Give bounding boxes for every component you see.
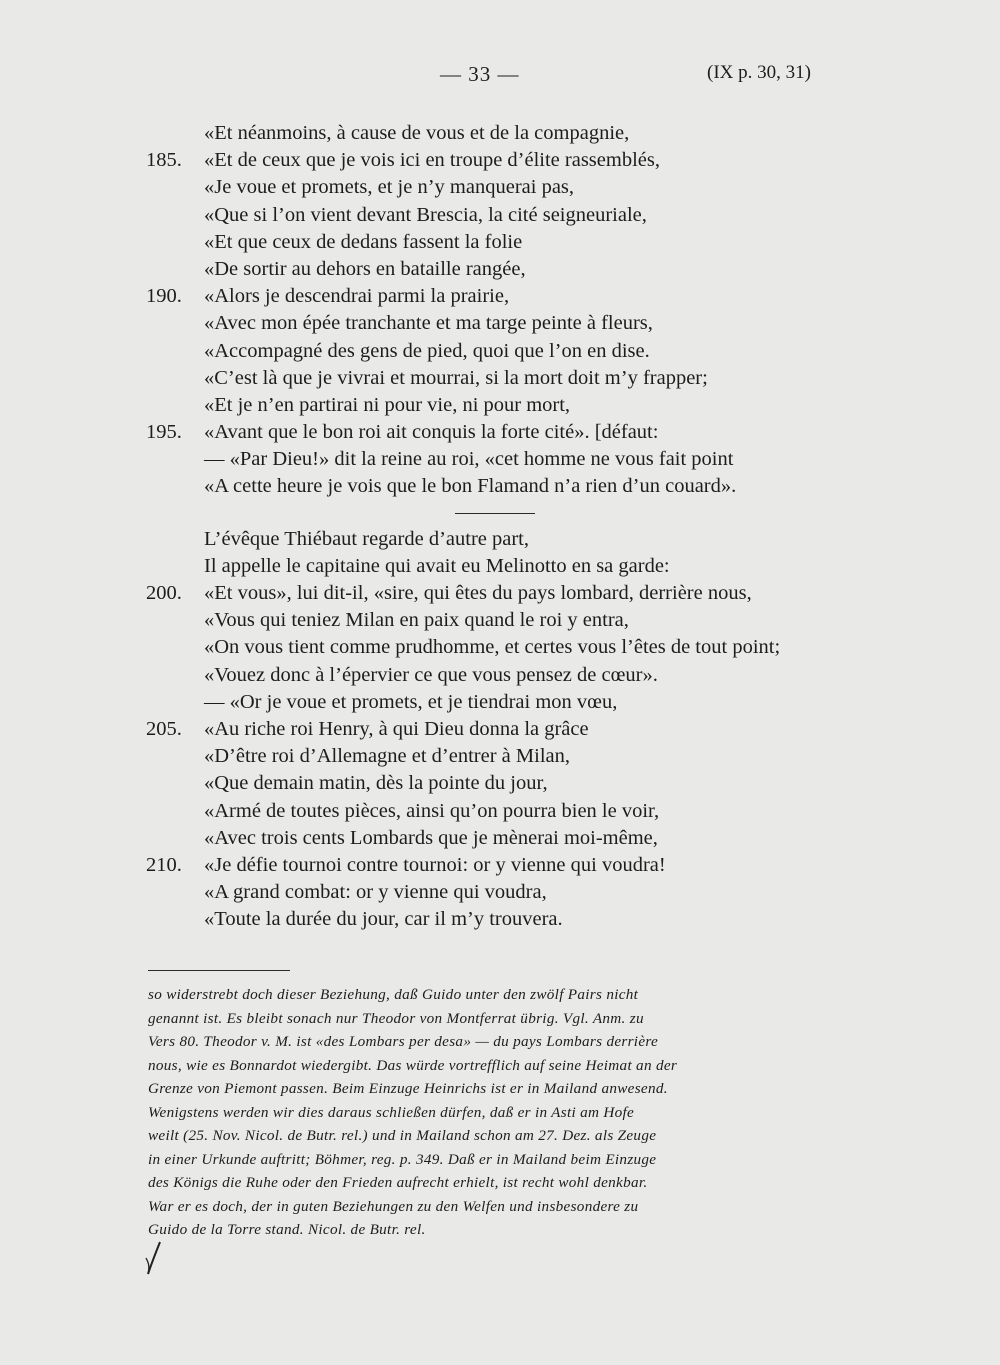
verse-text: «Et vous», lui dit-il, «sire, qui êtes du pays lombard, derrière nous,	[204, 582, 752, 604]
verse-text: «Armé de toutes pièces, ainsi qu’on pourra bien le voir,	[204, 799, 660, 822]
verse-line	[140, 174, 860, 201]
verse-block	[140, 120, 860, 933]
verse-text: «Je défie tournoi contre tournoi: or y vienne qui voudra!	[204, 853, 666, 876]
verse-line	[140, 229, 860, 256]
line-number: 185.	[146, 149, 182, 172]
footnote-line: des Königs die Ruhe oder den Frieden aufrecht erhielt, ist recht wohl denkbar.	[148, 1174, 648, 1191]
verse-line	[140, 310, 860, 337]
verse-text: «Et que ceux de dedans fassent la folie	[204, 230, 523, 253]
verse-text: L’évêque Thiébaut regarde d’autre part,	[204, 527, 529, 550]
footnote-line: genannt ist. Es bleibt sonach nur Theodor von Montferrat übrig. Vgl. Anm. zu	[148, 1009, 644, 1027]
verse-text: «Toute la durée du jour, car il m’y trouvera.	[204, 908, 563, 931]
verse-line	[140, 580, 860, 607]
line-number: 210.	[146, 853, 182, 876]
verse-line	[140, 365, 860, 392]
verse-text: «A grand combat: or y vienne qui voudra,	[204, 881, 547, 904]
section-divider	[455, 513, 535, 514]
verse-text: «Vous qui teniez Milan en paix quand le roi y entra,	[204, 609, 629, 632]
verse-line	[140, 852, 860, 879]
page-number: — 33 —	[440, 62, 520, 86]
verse-line	[140, 526, 860, 553]
line-number: 195.	[146, 421, 182, 444]
verse-line	[140, 689, 860, 716]
verse-text: «Vouez donc à l’épervier ce que vous pensez de cœur».	[204, 663, 658, 686]
footnote-line: Guido de la Torre stand. Nicol. de Butr. rel.	[148, 1221, 426, 1238]
verse-line	[140, 446, 860, 473]
verse-line	[140, 634, 860, 661]
verse-line	[140, 825, 860, 852]
footnote-divider	[148, 970, 290, 971]
verse-text: «C’est là que je vivrai et mourrai, si la mort doit m’y frapper;	[204, 366, 708, 389]
verse-text: «Que si l’on vient devant Brescia, la cité seigneuriale,	[204, 203, 647, 226]
verse-line	[140, 743, 860, 770]
verse-line	[140, 120, 860, 147]
verse-text: «On vous tient comme prudhomme, et certes vous l’êtes de tout point;	[204, 636, 781, 659]
footnote-line: Wenigstens werden wir dies daraus schließen dürfen, daß er in Asti am Hofe	[148, 1103, 635, 1121]
verse-text: — «Or je voue et promets, et je tiendrai mon vœu,	[204, 690, 618, 713]
verse-text: «Et néanmoins, à cause de vous et de la compagnie,	[204, 122, 630, 144]
verse-text: «Avant que le bon roi ait conquis la forte cité». [défaut:	[204, 421, 659, 444]
verse-line	[140, 338, 860, 365]
verse-line	[140, 879, 860, 906]
verse-line	[140, 770, 860, 797]
footnote-line: War er es doch, der in guten Beziehungen zu den Welfen und insbesondere zu	[148, 1197, 639, 1215]
verse-text: «Et de ceux que je vois ici en troupe d’élite rassemblés,	[204, 149, 660, 172]
footnote-line: Grenze von Piemont passen. Beim Einzuge Heinrichs ist er in Mailand anwesend.	[148, 1080, 668, 1097]
verse-text: Il appelle le capitaine qui avait eu Melinotto en sa garde:	[204, 554, 670, 577]
verse-line	[140, 906, 860, 933]
verse-line	[140, 553, 860, 580]
verse-line	[140, 716, 860, 743]
verse-text: «Avec trois cents Lombards que je mènerai moi-même,	[204, 826, 658, 849]
stanza-two	[140, 526, 860, 934]
verse-text: «Au riche roi Henry, à qui Dieu donna la grâce	[204, 717, 589, 740]
verse-line	[140, 419, 860, 446]
verse-text: — «Par Dieu!» dit la reine au roi, «cet homme ne vous fait point	[204, 448, 734, 471]
verse-line	[140, 607, 860, 634]
verse-line	[140, 662, 860, 689]
verse-line	[140, 473, 860, 500]
verse-text: «Alors je descendrai parmi la prairie,	[204, 285, 510, 308]
line-number: 190.	[146, 285, 182, 308]
footnote-line: in einer Urkunde auftritt; Böhmer, reg. p. 349. Daß er in Mailand beim Einzuge	[148, 1150, 657, 1168]
verse-text: «Avec mon épée tranchante et ma targe peinte à fleurs,	[204, 312, 653, 335]
verse-line	[140, 147, 860, 174]
verse-line	[140, 798, 860, 825]
line-number: 205.	[146, 717, 182, 740]
verse-line	[140, 256, 860, 283]
page-header	[0, 56, 1000, 96]
footnote-line: Vers 80. Theodor v. M. ist «des Lombars per desa» — du pays Lombars derrière	[148, 1033, 659, 1050]
verse-text: «Je voue et promets, et je n’y manquerai pas,	[204, 176, 575, 199]
verse-text: «Accompagné des gens de pied, quoi que l’on en dise.	[204, 339, 650, 362]
running-reference: (IX p. 30, 31)	[707, 62, 811, 83]
line-number: 200.	[146, 582, 182, 604]
verse-line	[140, 392, 860, 419]
verse-text: «Que demain matin, dès la pointe du jour,	[204, 772, 548, 795]
verse-line	[140, 283, 860, 310]
stanza-one	[140, 120, 860, 501]
verse-text: «Et je n’en partirai ni pour vie, ni pour mort,	[204, 393, 571, 416]
footnote-block	[148, 983, 848, 1242]
verse-line	[140, 202, 860, 229]
pen-mark-icon	[138, 1238, 168, 1278]
footnote-line: so widerstrebt doch dieser Beziehung, daß Guido unter den zwölf Pairs nicht	[148, 986, 639, 1003]
footnote-line: nous, wie es Bonnardot wiedergibt. Das würde vortrefflich auf seine Heimat an der	[148, 1056, 678, 1074]
verse-text: «A cette heure je vois que le bon Flamand n’a rien d’un couard».	[204, 475, 737, 498]
verse-text: «D’être roi d’Allemagne et d’entrer à Milan,	[204, 745, 570, 768]
verse-text: «De sortir au dehors en bataille rangée,	[204, 257, 526, 280]
footnote-line: weilt (25. Nov. Nicol. de Butr. rel.) und in Mailand schon am 27. Dez. als Zeuge	[148, 1127, 657, 1144]
